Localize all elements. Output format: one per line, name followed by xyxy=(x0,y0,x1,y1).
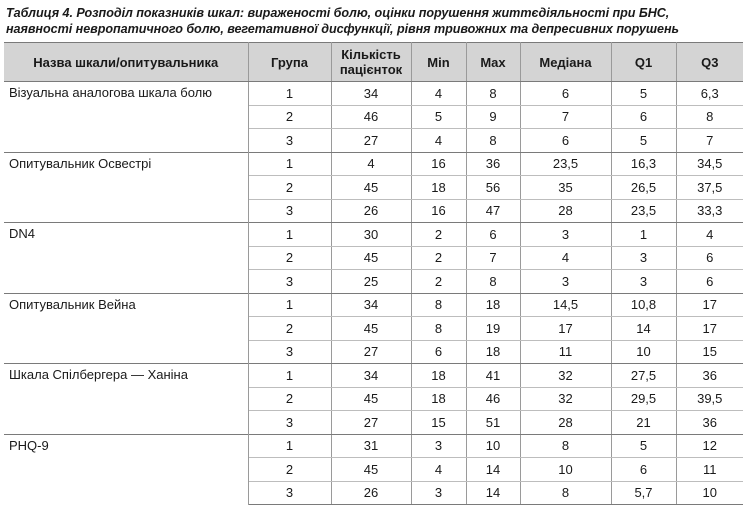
table-row xyxy=(4,82,743,106)
table-cell: 6 xyxy=(676,246,743,270)
table-cell: 31 xyxy=(331,434,411,458)
table-cell: 5 xyxy=(611,434,676,458)
table-cell: 2 xyxy=(248,317,331,341)
table-cell: 15 xyxy=(676,340,743,364)
table-cell: 1 xyxy=(611,223,676,247)
table-cell: 28 xyxy=(520,411,611,435)
table-cell: 8 xyxy=(466,82,520,106)
table-cell: 34 xyxy=(331,364,411,388)
table-cell: 6 xyxy=(411,340,466,364)
table-cell: 41 xyxy=(466,364,520,388)
table-cell: 7 xyxy=(676,129,743,153)
table-cell: 1 xyxy=(248,223,331,247)
column-header: Назва шкали/опитувальника xyxy=(4,43,248,82)
table-row xyxy=(4,293,743,317)
table-cell: 16 xyxy=(411,152,466,176)
table-cell: 51 xyxy=(466,411,520,435)
table-row xyxy=(4,364,743,388)
table-cell: 2 xyxy=(248,246,331,270)
table-cell: 8 xyxy=(676,105,743,129)
table-cell: 5 xyxy=(611,129,676,153)
table-cell: 3 xyxy=(411,481,466,505)
table-cell: 6 xyxy=(520,129,611,153)
table-cell: 27 xyxy=(331,129,411,153)
table-cell: 5 xyxy=(411,105,466,129)
table-cell: 19 xyxy=(466,317,520,341)
column-header: Кількість пацієнток xyxy=(331,43,411,82)
table-cell: 15 xyxy=(411,411,466,435)
table-cell: 4 xyxy=(411,82,466,106)
table-cell: 3 xyxy=(248,199,331,223)
table-cell: 18 xyxy=(411,176,466,200)
table-cell: 10 xyxy=(466,434,520,458)
table-body xyxy=(4,82,743,505)
table-cell: 17 xyxy=(676,293,743,317)
table-cell: 46 xyxy=(466,387,520,411)
column-header: Min xyxy=(411,43,466,82)
table-cell: 6 xyxy=(611,458,676,482)
column-header: Q1 xyxy=(611,43,676,82)
table-cell: 6 xyxy=(676,270,743,294)
table-cell: 45 xyxy=(331,246,411,270)
table-cell: 35 xyxy=(520,176,611,200)
table-cell: 10 xyxy=(520,458,611,482)
table-cell: 7 xyxy=(466,246,520,270)
table-row xyxy=(4,152,743,176)
table-cell: 28 xyxy=(520,199,611,223)
table-cell: 6 xyxy=(466,223,520,247)
table-cell: 4 xyxy=(676,223,743,247)
table-cell: 16,3 xyxy=(611,152,676,176)
table-cell: 10 xyxy=(676,481,743,505)
table-cell: 30 xyxy=(331,223,411,247)
table-cell: 8 xyxy=(520,434,611,458)
table-row xyxy=(4,434,743,458)
table-cell: 17 xyxy=(676,317,743,341)
table-cell: 3 xyxy=(611,246,676,270)
table-cell: 6 xyxy=(520,82,611,106)
table-cell: 4 xyxy=(411,458,466,482)
table-cell: 27,5 xyxy=(611,364,676,388)
table-cell: 8 xyxy=(466,270,520,294)
table-cell: 1 xyxy=(248,82,331,106)
table-cell: 32 xyxy=(520,364,611,388)
table-cell: 45 xyxy=(331,317,411,341)
table-cell: 46 xyxy=(331,105,411,129)
table-cell: 47 xyxy=(466,199,520,223)
table-cell: 7 xyxy=(520,105,611,129)
table-cell: 5,7 xyxy=(611,481,676,505)
table-cell: 6 xyxy=(611,105,676,129)
table-cell: 3 xyxy=(248,270,331,294)
table-row xyxy=(4,223,743,247)
table-cell: 17 xyxy=(520,317,611,341)
table-cell: 36 xyxy=(676,364,743,388)
table-cell: 2 xyxy=(411,223,466,247)
table-cell: 6,3 xyxy=(676,82,743,106)
table-cell: 3 xyxy=(520,270,611,294)
scale-name-cell: Опитувальник Вейна xyxy=(4,293,248,364)
table-cell: 21 xyxy=(611,411,676,435)
table-cell: 9 xyxy=(466,105,520,129)
table-cell: 11 xyxy=(676,458,743,482)
table-cell: 2 xyxy=(248,105,331,129)
table-cell: 14,5 xyxy=(520,293,611,317)
table-cell: 2 xyxy=(248,387,331,411)
table-cell: 2 xyxy=(411,246,466,270)
table-cell: 26 xyxy=(331,481,411,505)
table-cell: 18 xyxy=(411,364,466,388)
table-cell: 11 xyxy=(520,340,611,364)
scale-name-cell: Візуальна аналогова шкала болю xyxy=(4,82,248,153)
column-header: Медіана xyxy=(520,43,611,82)
header-row xyxy=(4,43,743,82)
table-caption xyxy=(6,5,744,37)
table-cell: 8 xyxy=(411,293,466,317)
scale-name-cell: Опитувальник Освестрі xyxy=(4,152,248,223)
table-cell: 37,5 xyxy=(676,176,743,200)
table-cell: 3 xyxy=(248,411,331,435)
table-cell: 14 xyxy=(611,317,676,341)
table-cell: 8 xyxy=(466,129,520,153)
table-cell: 23,5 xyxy=(611,199,676,223)
table-cell: 32 xyxy=(520,387,611,411)
table-caption-line-1: Таблиця 4. Розподіл показників шкал: вираженості болю, оцінки порушення життєдіяльності при БНС, xyxy=(6,6,670,20)
table-cell: 33,3 xyxy=(676,199,743,223)
table-cell: 14 xyxy=(466,481,520,505)
table-cell: 2 xyxy=(248,176,331,200)
table-cell: 10 xyxy=(611,340,676,364)
table-cell: 34 xyxy=(331,82,411,106)
table-cell: 16 xyxy=(411,199,466,223)
column-header: Max xyxy=(466,43,520,82)
table-cell: 18 xyxy=(466,293,520,317)
table-caption-line-2: наявності невропатичного болю, вегетативної дисфункції, рівня тривожних та депресивних порушень xyxy=(6,22,679,36)
table-cell: 3 xyxy=(411,434,466,458)
table-cell: 1 xyxy=(248,293,331,317)
table-cell: 2 xyxy=(411,270,466,294)
table-cell: 1 xyxy=(248,152,331,176)
table-cell: 1 xyxy=(248,364,331,388)
table-cell: 25 xyxy=(331,270,411,294)
scale-name-cell: PHQ-9 xyxy=(4,434,248,505)
table-cell: 45 xyxy=(331,176,411,200)
table-cell: 5 xyxy=(611,82,676,106)
table-cell: 2 xyxy=(248,458,331,482)
scales-table xyxy=(4,42,743,505)
column-header: Група xyxy=(248,43,331,82)
scale-name-cell: DN4 xyxy=(4,223,248,294)
table-cell: 23,5 xyxy=(520,152,611,176)
table-cell: 4 xyxy=(411,129,466,153)
scale-name-cell: Шкала Спілбергера — Ханіна xyxy=(4,364,248,435)
table-cell: 34,5 xyxy=(676,152,743,176)
table-cell: 4 xyxy=(520,246,611,270)
table-cell: 56 xyxy=(466,176,520,200)
table-cell: 36 xyxy=(676,411,743,435)
table-cell: 14 xyxy=(466,458,520,482)
table-cell: 18 xyxy=(466,340,520,364)
table-cell: 3 xyxy=(611,270,676,294)
table-cell: 34 xyxy=(331,293,411,317)
table-cell: 27 xyxy=(331,411,411,435)
table-cell: 26 xyxy=(331,199,411,223)
table-cell: 3 xyxy=(248,129,331,153)
table-cell: 4 xyxy=(331,152,411,176)
table-cell: 39,5 xyxy=(676,387,743,411)
table-cell: 45 xyxy=(331,458,411,482)
table-cell: 3 xyxy=(248,340,331,364)
table-cell: 45 xyxy=(331,387,411,411)
table-cell: 8 xyxy=(520,481,611,505)
table-cell: 8 xyxy=(411,317,466,341)
table-cell: 26,5 xyxy=(611,176,676,200)
table-cell: 29,5 xyxy=(611,387,676,411)
table-cell: 12 xyxy=(676,434,743,458)
table-cell: 3 xyxy=(520,223,611,247)
table-cell: 18 xyxy=(411,387,466,411)
table-cell: 10,8 xyxy=(611,293,676,317)
table-cell: 27 xyxy=(331,340,411,364)
column-header: Q3 xyxy=(676,43,743,82)
table-cell: 36 xyxy=(466,152,520,176)
table-cell: 3 xyxy=(248,481,331,505)
table-cell: 1 xyxy=(248,434,331,458)
